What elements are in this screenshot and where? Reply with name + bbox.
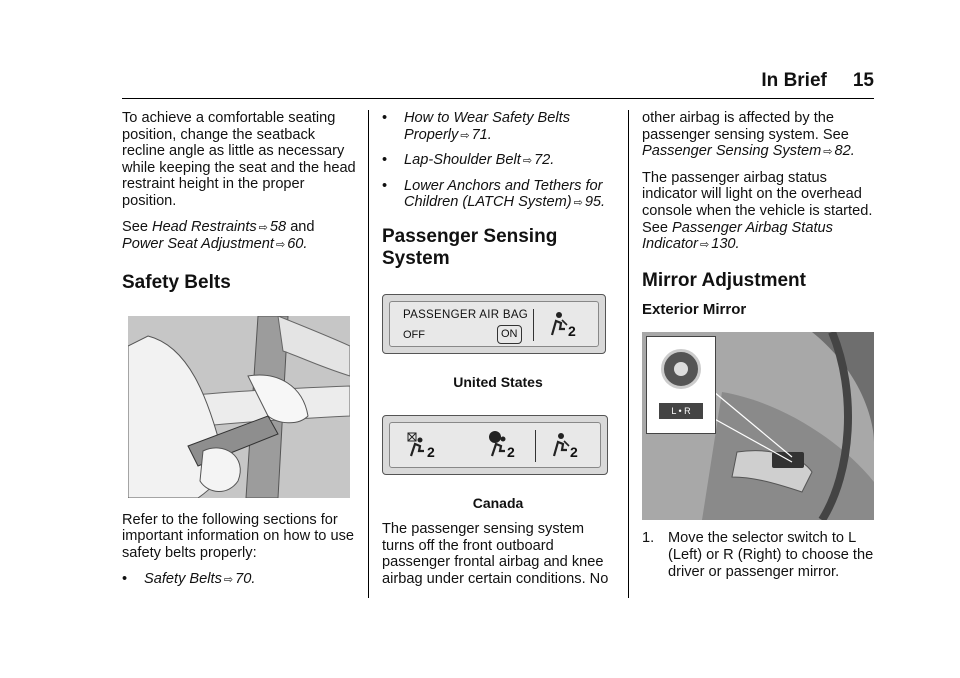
us-panel-title: PASSENGER AIR BAG: [403, 308, 529, 321]
ref-page[interactable]: 130.: [711, 236, 740, 253]
column-1: [122, 110, 358, 596]
subheading-exterior-mirror: Exterior Mirror: [642, 300, 747, 318]
intro-paragraph: To achieve a comfortable seating position, change the seatback recline angle as little as necessary while keeping the seat and the head restraint height in the proper position.: [122, 110, 356, 209]
column-divider-1: [368, 110, 369, 598]
heading-passenger-sensing: Passenger Sensing System: [382, 225, 558, 269]
ref-page[interactable]: 82.: [834, 143, 855, 160]
see-text: See: [122, 218, 148, 235]
passenger-seat-icon: [549, 311, 569, 337]
canada-num-2: 2: [507, 443, 515, 460]
heading-safety-belts: Safety Belts: [122, 271, 231, 293]
us-panel-num: 2: [568, 322, 576, 339]
ref-head-restraints[interactable]: Head Restraints: [152, 218, 257, 235]
mirror-joystick-icon: [661, 349, 701, 389]
list-item: [382, 110, 614, 144]
page-header: [761, 70, 874, 92]
page-number: 15: [852, 70, 874, 91]
safety-belt-illustration: [128, 316, 350, 498]
ref-airbag-status[interactable]: Passenger Airbag Status Indicator: [642, 219, 833, 253]
page-reference-arrow-icon: ⇨: [223, 573, 234, 586]
heading-mirror-adjustment: Mirror Adjustment: [642, 269, 806, 291]
mirror-switch-illustration: [642, 332, 874, 520]
page-reference-arrow-icon: ⇨: [258, 221, 268, 234]
page-reference-arrow-icon: ⇨: [275, 239, 286, 252]
ref-safety-belts[interactable]: Safety Belts: [144, 570, 222, 587]
canada-num-3: 2: [570, 443, 578, 460]
cont-paragraph: [642, 110, 878, 161]
ref-page[interactable]: 70.: [235, 570, 256, 587]
passenger-seat-icon: [551, 432, 571, 458]
canada-num-1: 2: [427, 443, 435, 460]
page-reference-arrow-icon: ⇨: [823, 146, 833, 159]
section-title: In Brief: [761, 70, 827, 91]
status-text: The passenger airbag status indicator will light on the overhead console when the vehicle is started. See: [642, 169, 873, 236]
cont-text: other airbag is affected by the passenger sensing system. See: [642, 110, 849, 143]
bullet-icon: •: [382, 177, 388, 194]
ref-page[interactable]: 71.: [471, 126, 492, 143]
column-3: [642, 110, 878, 580]
status-paragraph: [642, 170, 878, 254]
us-panel-on: ON: [497, 325, 522, 344]
ref-page[interactable]: 95.: [584, 194, 606, 211]
ref-latch[interactable]: Lower Anchors and Tethers for Children (LATCH System): [404, 177, 603, 211]
step-1: [642, 530, 878, 580]
ref-power-seat[interactable]: Power Seat Adjustment: [122, 236, 274, 253]
caption-united-states: United States: [453, 373, 543, 390]
list-item: [382, 152, 614, 170]
airbag-off-icon: [407, 432, 429, 458]
step-text: Move the selector switch to L (Left) or R (Right) to choose the driver or passenger mirror.: [668, 530, 874, 580]
ref-page[interactable]: 72.: [534, 152, 555, 169]
lr-selector-switch: L • R: [659, 403, 703, 419]
ref-passenger-sensing[interactable]: Passenger Sensing System: [642, 143, 822, 160]
step-number: 1.: [642, 530, 655, 547]
ref-page[interactable]: 60.: [287, 236, 308, 253]
caption-canada: Canada: [472, 494, 524, 511]
ref-how-to-wear[interactable]: How to Wear Safety Belts Properly: [404, 110, 571, 143]
switch-inset: [646, 336, 716, 434]
column-divider-2: [628, 110, 629, 598]
bullet-icon: •: [382, 152, 388, 169]
page-reference-arrow-icon: ⇨: [573, 197, 583, 210]
list-item: [382, 178, 614, 212]
sensing-paragraph: The passenger sensing system turns off the front outboard passenger frontal airbag and knee airbag under certain conditions. No: [382, 521, 609, 587]
list-item: [122, 571, 358, 589]
bullet-icon: •: [122, 570, 128, 587]
refer-paragraph: Refer to the following sections for important information on how to use safety belts properly:: [122, 511, 355, 561]
ref-lap-shoulder[interactable]: Lap-Shoulder Belt: [404, 152, 521, 169]
safety-belt-icon: [128, 316, 350, 498]
page-reference-arrow-icon: ⇨: [522, 155, 533, 168]
see-paragraph: [122, 219, 358, 254]
header-rule: [122, 98, 874, 99]
column-2: [382, 110, 614, 597]
canada-airbag-panel: [382, 415, 608, 475]
ref-page[interactable]: 58: [269, 218, 287, 235]
page-reference-arrow-icon: ⇨: [460, 129, 470, 142]
us-airbag-panel: [382, 294, 606, 354]
and-text: and: [290, 218, 315, 235]
bullet-icon: •: [382, 110, 388, 126]
page-reference-arrow-icon: ⇨: [699, 239, 710, 252]
us-panel-off: OFF: [403, 328, 425, 341]
